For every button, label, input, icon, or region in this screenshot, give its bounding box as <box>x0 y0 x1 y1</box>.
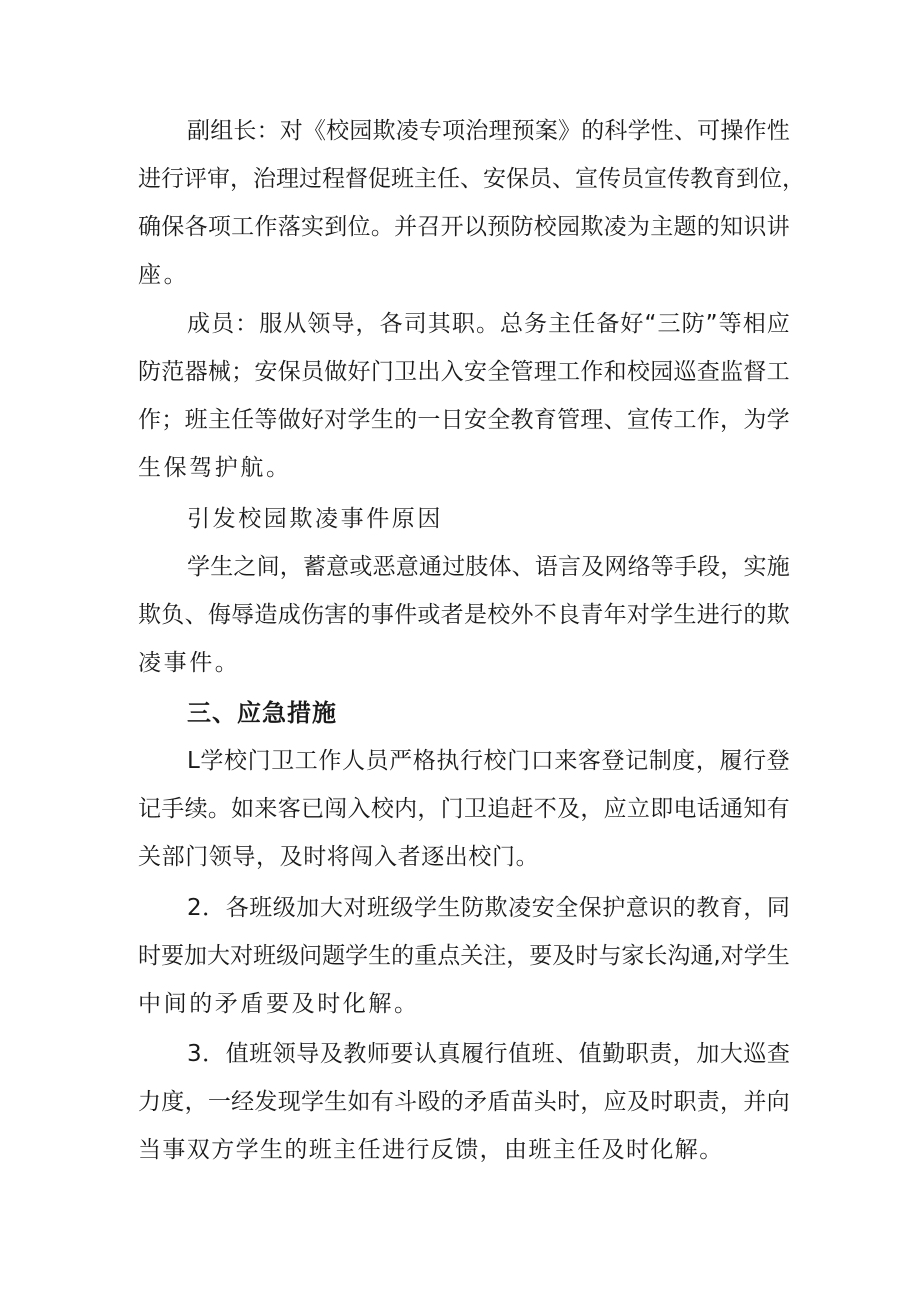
text-line: 作 ； 班 主 任 等 做 好 对 学 生 的 一 日 安 全 教 育 管 理 、 宣 传 工 作 ， 为 学 <box>138 407 790 433</box>
text-line: 凌事件。 <box>138 650 241 676</box>
text-line: 座。 <box>138 262 190 288</box>
text-line: 生保驾护航。 <box>138 455 292 481</box>
text-line: L 学 校 门 卫 工 作 人 员 严 格 执 行 校 门 口 来 客 登 记 制 度 ， 履 行 登 <box>187 748 790 774</box>
text-line: 副 组 长 ： 对 《 校 园 欺 凌 专 项 治 理 预 案 》 的 科 学 性 、 可 操 作 性 <box>187 118 790 144</box>
text-line: 3 ． 值 班 领 导 及 教 师 要 认 真 履 行 值 班 、 值 勤 职 责 ， 加 大 巡 查 <box>187 1041 790 1067</box>
text-line: 防 范 器 械 ； 安 保 员 做 好 门 卫 出 入 安 全 管 理 工 作 和 校 园 巡 查 监 督 工 <box>138 359 790 385</box>
text-line: 力 度 ， 一 经 发 现 学 生 如 有 斗 殴 的 矛 盾 苗 头 时 ， 应 及 时 职 责 ， 并 向 <box>138 1089 790 1115</box>
text-line: 进 行 评 审 ， 治 理 过 程 督 促 班 主 任 、 安 保 员 、 宣 传 员 宣 传 教 育 到 位 ， <box>138 166 805 192</box>
text-line: 记 手 续 。 如 来 客 已 闯 入 校 内 ， 门 卫 追 赶 不 及 ， 应 立 即 电 话 通 知 有 <box>138 796 790 822</box>
text-line: 当事双方学生的班主任进行反馈，由班主任及时化解。 <box>138 1137 724 1163</box>
text-line: 欺 负 、 侮 辱 造 成 伤 害 的 事 件 或 者 是 校 外 不 良 青 年 对 学 生 进 行 的 欺 <box>138 602 790 628</box>
section-heading: 三、应急措施 <box>187 699 337 727</box>
text-line: 成 员 ： 服 从 领 导 ， 各 司 其 职 。 总 务 主 任 备 好 “ 三 防 ” 等 相 应 <box>187 311 790 337</box>
text-line: 时 要 加 大 对 班 级 问 题 学 生 的 重 点 关 注 ， 要 及 时 与 家 长 沟 通 , 对 学 生 <box>138 943 790 969</box>
text-line: 确 保 各 项 工 作 落 实 到 位 。 并 召 开 以 预 防 校 园 欺 凌 为 主 题 的 知 识 讲 <box>138 214 790 240</box>
text-line: 中间的矛盾要及时化解。 <box>138 991 420 1017</box>
cause-heading: 引发校园欺凌事件原因 <box>187 506 443 532</box>
text-line: 2 ． 各 班 级 加 大 对 班 级 学 生 防 欺 凌 安 全 保 护 意 识 的 教 育 ， 同 <box>187 895 790 921</box>
text-line: 关部门领导，及时将闯入者逐出校门。 <box>138 844 540 870</box>
text-line: 学 生 之 间 ， 蓄 意 或 恶 意 通 过 肢 体 、 语 言 及 网 络 等 手 段 ， 实 施 <box>187 554 790 580</box>
